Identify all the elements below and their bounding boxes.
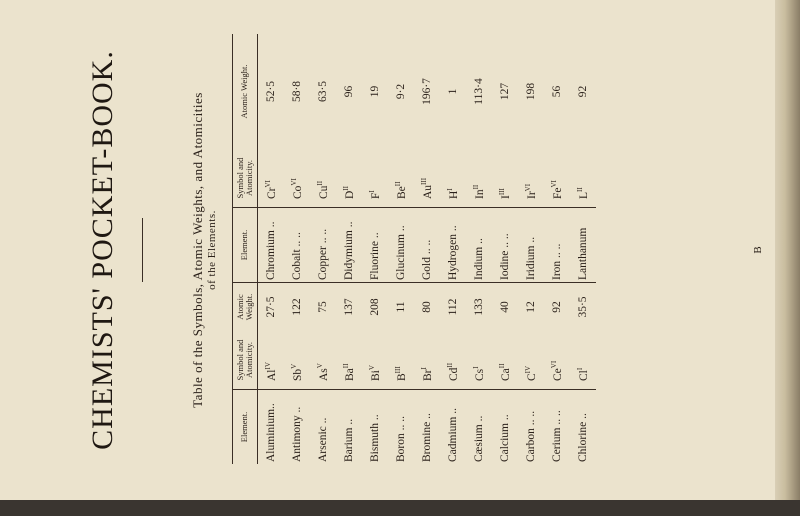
element-symbol-cell [466,331,492,390]
element-symbol: B [395,373,408,381]
element-name: Glucinum .. [394,225,407,280]
element-symbol: Au [421,184,434,199]
atomicity: V [289,363,298,369]
atomicity: VI [263,180,272,188]
element-symbol-cell [310,149,336,208]
element-symbol-cell [414,331,440,390]
atomic-weight: 92 [576,85,589,98]
atomicity: I [419,367,428,370]
element-symbol-cell [362,149,388,208]
element-name: Bromine .. [420,413,433,462]
col-header-symbol-left: Symbol and Atomicity. [233,331,258,390]
atomicity: VI [549,360,558,369]
element-name: Boron .. .. [394,416,407,462]
atomic-weight: 9·2 [394,83,407,100]
element-symbol-cell [440,331,466,390]
atomic-weight: 92 [544,283,570,332]
element-symbol-cell [362,331,388,390]
atomicity: II [393,181,402,187]
atomic-weight: 27·5 [257,283,284,332]
atomicity: I [367,190,376,193]
element-name: Cerium .. .. [550,410,563,462]
atomicity: I [445,188,454,191]
element-symbol-cell [336,149,362,208]
atomic-weight: 196·7 [420,78,433,105]
element-symbol-cell [440,149,466,208]
element-symbol: Cs [473,368,486,381]
element-symbol-cell [466,149,492,208]
atomicity: III [419,177,428,185]
element-name: Iodine .. .. [498,233,511,280]
element-symbol-cell [388,149,414,208]
atomic-weight: 75 [310,283,336,332]
element-symbol: H [447,190,460,199]
element-name: Hydrogen .. [446,225,459,280]
element-symbol-cell [414,149,440,208]
element-symbol: C [525,373,538,381]
table-row [544,34,570,464]
table-body [257,34,596,464]
atomic-weight: 58·8 [290,80,303,103]
col-header-element-left: Element. [233,390,258,465]
element-name: Gold .. .. [420,239,433,280]
col-header-weight-left: Atomic Weight. [233,283,258,332]
element-name: Chlorine .. [576,413,589,462]
element-name: Iridium .. [524,236,537,280]
atomic-weight: 11 [388,283,414,332]
element-symbol-cell [257,331,284,390]
element-symbol: In [473,189,486,199]
atomic-weight: 52·5 [264,80,277,103]
atomicity: II [341,363,350,369]
page-edge [775,0,800,516]
atomicity: I [471,366,480,369]
element-symbol: Fe [551,187,564,199]
atomic-weight: 198 [524,82,537,101]
atomic-weight: 63·5 [316,80,329,103]
element-symbol-cell [544,149,570,208]
atomic-weight: 56 [550,85,563,98]
atomic-weight: 80 [414,283,440,332]
atomic-weight: 12 [518,283,544,332]
element-symbol-cell [284,149,310,208]
element-name: Cæsium .. [472,415,485,462]
page-title: CHEMISTS' POCKET-BOOK. [86,50,119,450]
atomicity: II [445,362,454,368]
element-symbol-cell [257,149,284,208]
table-row [284,34,310,464]
atomicity: VI [289,178,298,186]
table-header-row [233,34,258,464]
element-symbol: L [577,191,590,199]
signature-mark: B [752,246,764,254]
element-symbol-cell [388,331,414,390]
atomicity: III [497,188,506,196]
element-symbol-cell [492,149,518,208]
col-header-element-right: Element. [233,208,258,283]
elements-table [232,34,596,464]
atomicity: I [575,367,584,371]
atomicity: II [575,187,584,192]
element-symbol: Cd [447,367,460,381]
element-symbol: Cr [265,187,278,199]
table-caption [190,0,220,500]
atomicity: VI [549,180,558,188]
element-name: Barium .. [342,418,355,462]
element-name: Copper .. .. [316,228,329,280]
table-row [257,34,284,464]
atomicity: II [497,363,506,369]
caption-line-2: of the Elements. [206,210,219,290]
atomicity: II [471,184,480,190]
element-symbol: Cl [577,370,590,381]
table-row [388,34,414,464]
element-symbol: Ca [499,368,512,381]
atomic-weight: 19 [368,85,381,98]
element-symbol: Br [421,369,434,381]
table-row [362,34,388,464]
element-symbol-cell [570,331,596,390]
element-name: Carbon .. .. [524,410,537,462]
book-binding [0,500,800,516]
atomicity: V [315,363,324,369]
atomic-weight: 137 [336,283,362,332]
element-symbol: Ir [525,191,538,199]
element-name: Fluorine .. [368,232,381,280]
table-row [440,34,466,464]
table-row [570,34,596,464]
element-symbol-cell [284,331,310,390]
element-name: Didymium .. [342,221,355,280]
atomicity: VI [523,183,532,192]
table-row [336,34,362,464]
atomic-weight: 133 [466,283,492,332]
table-row [518,34,544,464]
element-symbol: Ce [551,368,564,381]
element-symbol: Co [291,185,304,199]
atomic-weight: 113·4 [472,78,485,105]
atomicity: II [341,186,350,191]
element-symbol-cell [492,331,518,390]
element-name: Lanthanum [576,227,589,280]
atomic-weight: 40 [492,283,518,332]
element-symbol-cell [518,149,544,208]
atomicity: IV [263,362,272,370]
element-symbol: Al [265,369,278,381]
element-name: Calcium .. [498,414,511,462]
element-symbol-cell [518,331,544,390]
atomic-weight: 208 [362,283,388,332]
element-name: Arsenic .. [316,417,329,462]
element-symbol-cell [310,331,336,390]
atomicity: V [367,365,376,371]
element-symbol-cell [570,149,596,208]
element-name: Bismuth .. [368,414,381,462]
element-name: Indium .. [472,238,485,280]
title-rule [142,218,143,282]
element-symbol: Cu [317,185,330,199]
element-symbol: F [369,192,382,199]
atomicity: IV [523,365,532,374]
col-header-weight-right: Atomic Weight. [233,34,258,149]
element-name: Antimony .. [290,406,303,462]
element-symbol: Sb [291,368,304,381]
table-row [492,34,518,464]
element-symbol: As [317,368,330,381]
table-row [310,34,336,464]
col-header-symbol-right: Symbol and Atomicity. [233,149,258,208]
element-symbol-cell [544,331,570,390]
atomic-weight: 35·5 [570,283,596,332]
element-symbol-cell [336,331,362,390]
caption-line-1: Table of the Symbols, Atomic Weights, and Atomicities [190,92,205,408]
element-symbol: Ba [343,368,356,381]
element-name: Cobalt .. .. [290,232,303,280]
element-name: Aluminium.. [264,403,277,462]
element-symbol: I [499,195,512,199]
atomic-weight: 112 [440,283,466,332]
element-symbol: D [343,190,356,199]
atomic-weight: 122 [284,283,310,332]
atomic-weight: 1 [446,88,459,95]
atomic-weight: 96 [342,85,355,98]
element-name: Chromium .. [264,221,277,280]
table-row [466,34,492,464]
atomic-weight: 127 [498,82,511,101]
element-name: Cadmium .. [446,408,459,462]
element-symbol: Be [395,186,408,199]
table-row [414,34,440,464]
element-name: Iron .. .. [550,243,563,280]
element-symbol: Bi [369,370,382,381]
atomicity: II [315,180,324,186]
atomicity: III [393,366,402,374]
